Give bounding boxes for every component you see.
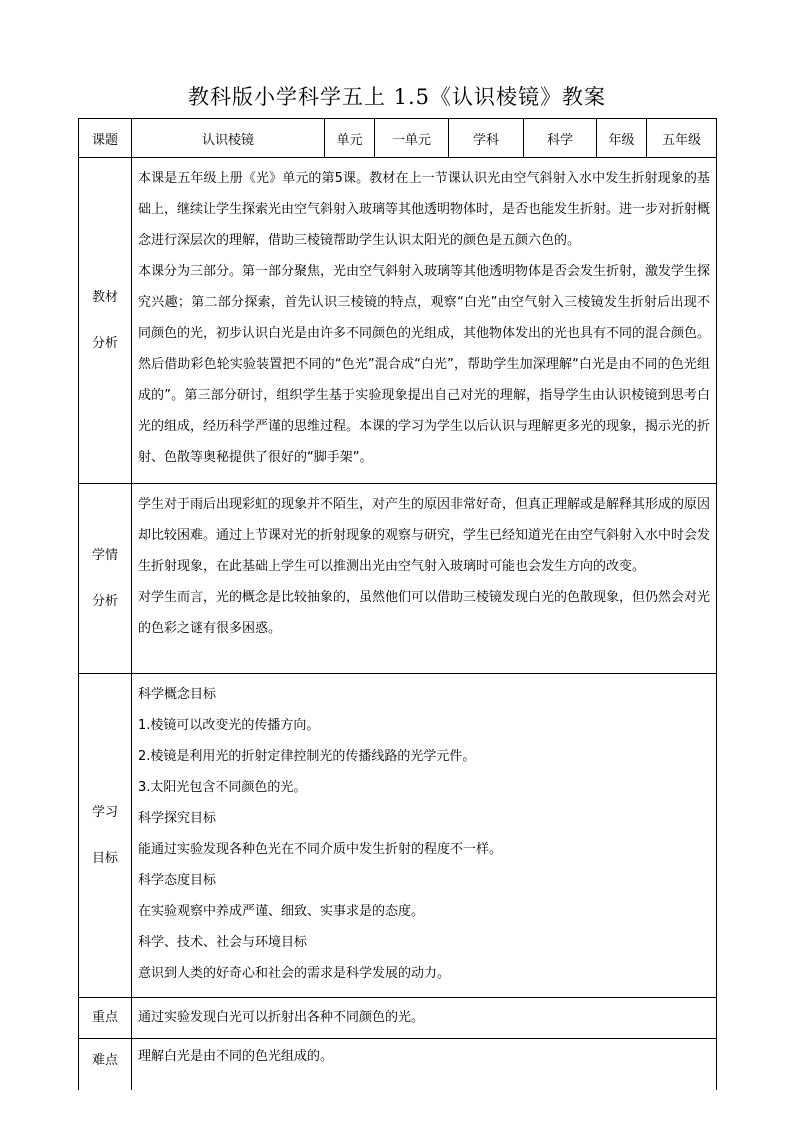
goal-line: 意识到人类的好奇心和社会的需求是科学发展的动力。: [138, 966, 451, 981]
goal-line: 科学态度目标: [138, 873, 217, 888]
document-title: 教科版小学科学五上 1.5《认识棱镜》教案: [187, 85, 607, 109]
goal-line: 3.太阳光包含不同颜色的光。: [138, 780, 307, 795]
situation-paragraph: 学生对于雨后出现彩虹的现象并不陌生，对产生的原因非常好奇，但真正理解或是解释其形成的原因却比较困难。通过上节课对光的折射现象的观察与研究，学生已经知道光在由空气斜射入水中时会发生折射现象，在此基础上学生可以推测出光由空气射入玻璃时可能也会发生方向的改变。: [138, 497, 711, 574]
lesson-plan-table: [78, 118, 717, 1090]
header-row: [79, 119, 717, 158]
grade-value: 五年级: [647, 119, 717, 158]
grade-label: 年级: [597, 119, 647, 158]
material-label-line2: 分析: [91, 335, 118, 351]
learner-analysis-content: [132, 484, 717, 674]
goal-line: 科学探究目标: [138, 811, 217, 826]
subject-value: 科学: [524, 119, 597, 158]
key-point-label: 重点: [79, 998, 132, 1039]
material-paragraph: 本课分为三部分。第一部分聚焦，光由空气斜射入玻璃等其他透明物体是否会发生折射，激发学生探究兴趣；第二部分探索，首先认识三棱镜的特点，观察“白光”由空气射入三棱镜发生折射后出现不同颜色的光，初步认识白光是由许多不同颜色的光组成，其他物体发出的光也具有不同的混合颜色。然后借助彩色轮实验装置把不同的“色光”混合成“白光”，帮助学生加深理解“白光是由不同的色光组成的”。第三部分研讨，组织学生基于实验现象提出自己对光的理解，指导学生由认识棱镜到思考白光的组成，经历科学严谨的思维过程。本课的学习为学生以后认识与理解更多光的现象，揭示光的折射、色散等奥秘提供了很好的“脚手架”。: [138, 264, 711, 465]
learning-goals-content: [132, 674, 717, 998]
goal-line: 科学、技术、社会与环境目标: [138, 935, 308, 950]
difficulty-row: [79, 1039, 717, 1091]
learner-analysis-row: [79, 484, 717, 674]
key-point-row: [79, 998, 717, 1039]
material-analysis-row: [79, 158, 717, 484]
material-label-line1: 教材: [91, 289, 118, 305]
situation-label-line2: 分析: [91, 593, 118, 609]
goal-line: 在实验观察中养成严谨、细致、实事求是的态度。: [138, 904, 425, 919]
unit-label: 单元: [325, 119, 375, 158]
material-paragraph: 本课是五年级上册《光》单元的第5课。教材在上一节课认识光由空气斜射入水中发生折射现象的基础上，继续让学生探索光由空气斜射入玻璃等其他透明物体时，是否也能发生折射。进一步对折射概念进行深层次的理解，借助三棱镜帮助学生认识太阳光的颜色是五颜六色的。: [138, 171, 711, 248]
situation-label-line1: 学情: [91, 547, 118, 563]
goal-line: 1.棱镜可以改变光的传播方向。: [138, 718, 320, 733]
learner-analysis-label: [79, 484, 132, 674]
goal-line: 科学概念目标: [138, 687, 217, 702]
goals-label-line2: 目标: [91, 850, 118, 866]
unit-value: 一单元: [375, 119, 449, 158]
material-analysis-content: [132, 158, 717, 484]
topic-label: 课题: [79, 119, 132, 158]
goals-label-line1: 学习: [91, 804, 118, 820]
topic-value: 认识棱镜: [132, 119, 325, 158]
goal-line: 2.棱镜是利用光的折射定律控制光的传播线路的光学元件。: [138, 749, 476, 764]
key-point-content: 通过实验发现白光可以折射出各种不同颜色的光。: [132, 998, 717, 1039]
material-analysis-label: [79, 158, 132, 484]
difficulty-content: 理解白光是由不同的色光组成的。: [132, 1039, 717, 1091]
goal-line: 能通过实验发现各种色光在不同介质中发生折射的程度不一样。: [138, 842, 503, 857]
difficulty-label: 难点: [79, 1039, 132, 1091]
situation-paragraph: 对学生而言，光的概念是比较抽象的，虽然他们可以借助三棱镜发现白光的色散现象，但仍然会对光的色彩之谜有很多困惑。: [138, 590, 711, 636]
learning-goals-row: [79, 674, 717, 998]
learning-goals-label: [79, 674, 132, 998]
subject-label: 学科: [449, 119, 524, 158]
